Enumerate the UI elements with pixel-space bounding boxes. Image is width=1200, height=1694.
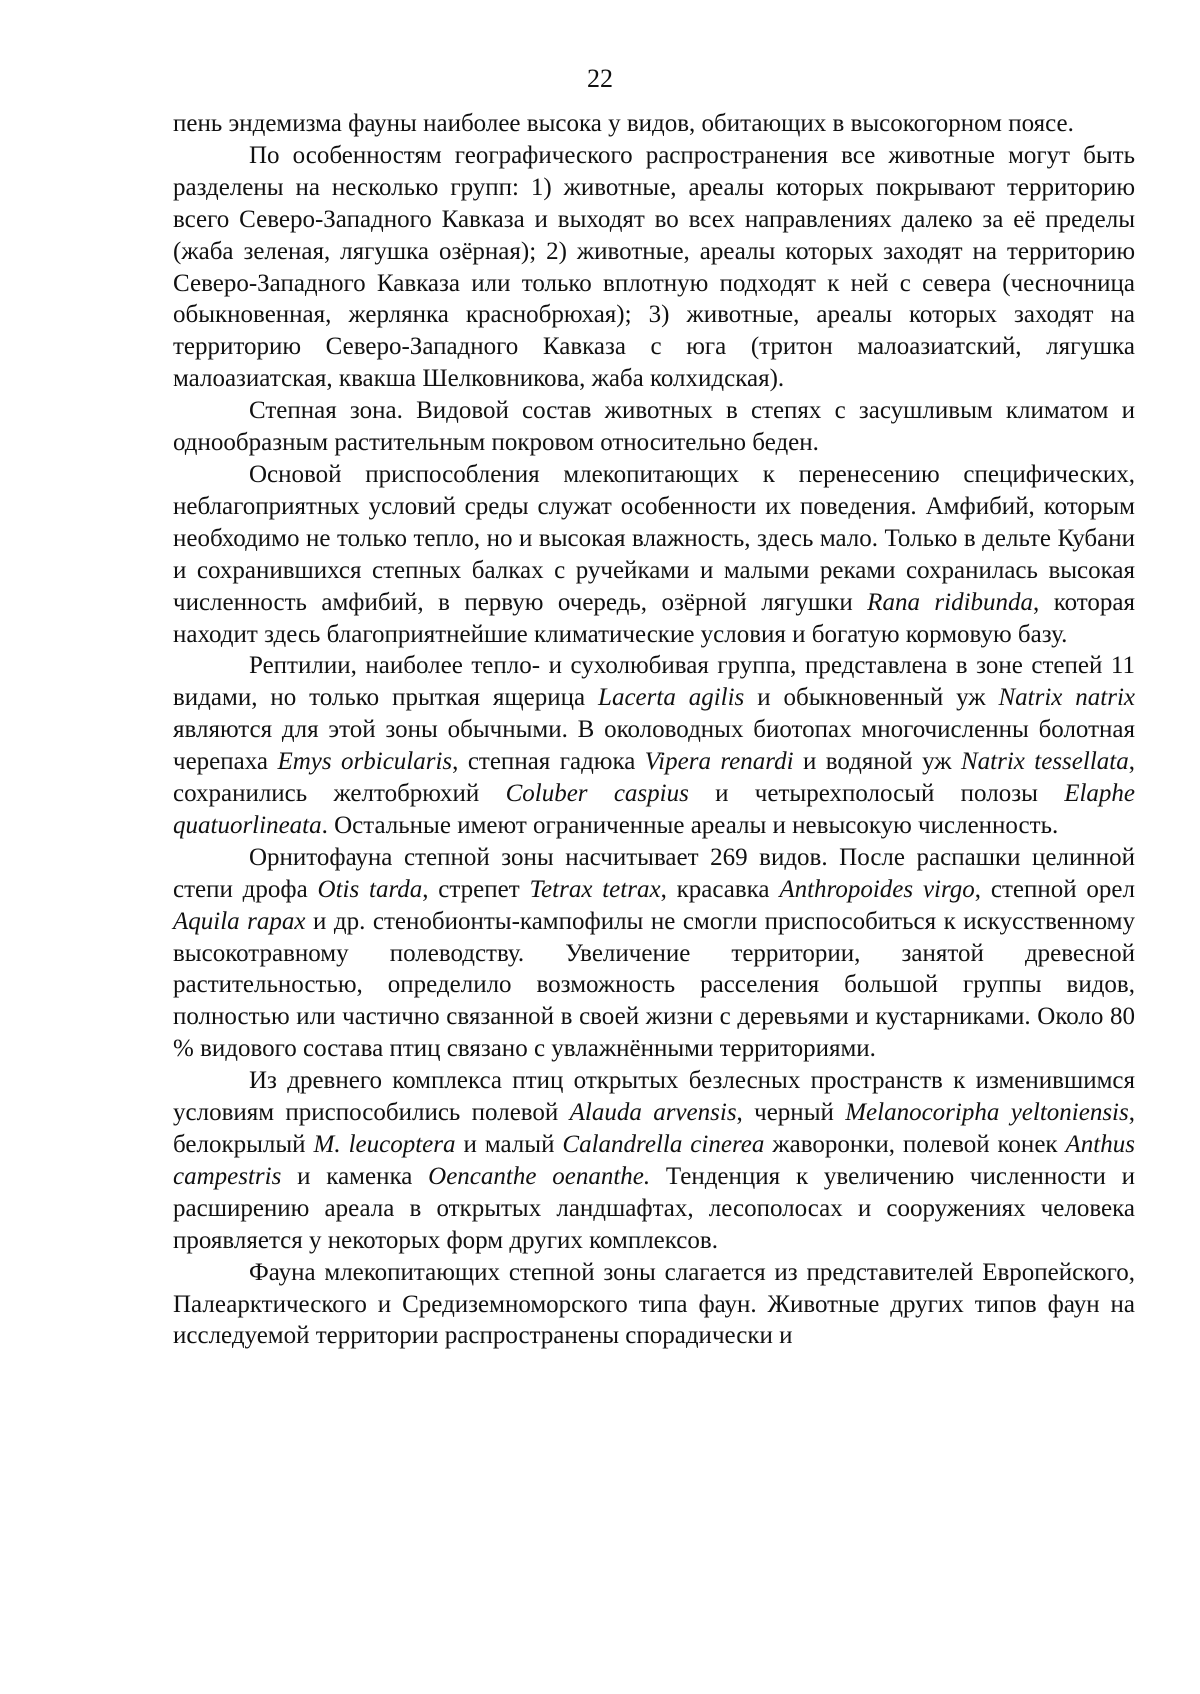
paragraph-reptiles xyxy=(173,650,1135,841)
text-run: Фауна млекопитающих степной зоны слагается из представителей Европейского, Палеарктического и Средиземноморского типа фаун. Животные других типов фаун на исследуемой территории распространены спорадически и xyxy=(173,1258,1135,1350)
text-body xyxy=(173,108,1135,1352)
species-name: Melanocoripha yeltoniensis xyxy=(845,1099,1129,1127)
species-name: Elaphe quatuorlineata xyxy=(173,780,1136,839)
text-run: , красавка xyxy=(660,875,780,903)
paragraph-open-space-birds xyxy=(173,1065,1135,1256)
species-name: Aquila rapax xyxy=(173,907,306,935)
text-run: и др. стенобионты-кампофилы не смогли приспособиться к искусственному высокотравному полеводству. Увеличение территории, занятой древесной растительностью, определило возможность расселения большой группы видов, полностью или частично связанной в своей жизни с деревьями и кустарниками. Около 80 % видового состава птиц связано с увлажнёнными территориями. xyxy=(173,907,1135,1063)
species-name: Coluber caspius xyxy=(505,780,689,808)
species-name: M. leucoptera xyxy=(313,1131,456,1158)
paragraph-avifauna xyxy=(173,842,1135,1065)
species-name: Natrix natrix xyxy=(998,684,1135,712)
species-name: Otis tarda xyxy=(317,875,423,903)
text-run: , которая находит здесь благоприятнейшие климатические условия и богатую кормовую базу. xyxy=(173,588,1135,648)
species-name: Natrix tessellata xyxy=(960,748,1129,776)
text-run: , степная гадюка xyxy=(452,748,645,776)
text-run: являются для этой зоны обычными. В околоводных биотопах многочисленны болотная черепаха xyxy=(173,716,1135,776)
text-run: Тенденция к увеличению численности и расширению ареала в открытых ландшафтах, лесополосах и сооружениях человека проявляется у некоторых форм других комплексов. xyxy=(173,1162,1136,1254)
paragraph-steppe-zone xyxy=(173,395,1135,459)
text-run: Орнитофауна степной зоны насчитывает 269 видов. После распашки целинной степи дрофа xyxy=(173,843,1135,903)
text-run: и обыкновенный уж xyxy=(744,684,999,712)
text-run: Степная зона. Видовой состав животных в степях с засушливым климатом и однообразным растительным покровом относительно беден. xyxy=(173,397,1135,457)
species-name: Rana ridibunda xyxy=(867,588,1034,616)
species-name: Oencanthe oenanthe. xyxy=(428,1162,651,1190)
species-name: Anthropoides virgo xyxy=(779,875,975,903)
species-name: Calandrella cinerea xyxy=(562,1131,765,1158)
species-name: Lacerta agilis xyxy=(598,684,745,712)
paragraph-mammal-fauna xyxy=(173,1257,1135,1353)
text-run: жаворонки, полевой конек xyxy=(764,1131,1066,1158)
species-name: Tetrax tetrax xyxy=(529,875,661,903)
text-run: , белокрылый xyxy=(173,1099,1135,1158)
text-run: , сохранились желтобрюхий xyxy=(173,748,1135,808)
text-run: и четырехполосый полозы xyxy=(688,780,1065,808)
text-run: , степной орел xyxy=(974,875,1135,903)
text-run: По особенностям географического распространения все животные могут быть разделены на несколько групп: 1) животные, ареалы которых покрывают территорию всего Северо-Западного Кавказа и выходят во всех направлениях далеко за её пределы (жаба зеленая, лягушка озёрная); 2) животные, ареалы которых заходят на территорию Северо-Западного Кавказа или только вплотную подходят к ней с севера (чесночница обыкновенная, жерлянка краснобрюхая); 3) животные, ареалы которых заходят на территорию Северо-Западного Кавказа с юга (тритон малоазиатский, лягушка малоазиатская, квакша Шелковникова, жаба колхидская). xyxy=(173,141,1135,393)
species-name: Vipera renardi xyxy=(644,748,794,776)
text-run: Рептилии, наиболее тепло- и сухолюбивая группа, представлена в зоне степей 11 видами, но только прыткая ящерица xyxy=(173,652,1135,712)
text-run: Основой приспособления млекопитающих к перенесению специфических, неблагоприятных условий среды служат особенности их поведения. Амфибий, которым необходимо не только тепло, но и высокая влажность, здесь мало. Только в дельте Кубани и сохранившихся степных балках с ручейками и малыми реками сохранилась высокая численность амфибий, в первую очередь, озёрной лягушки xyxy=(173,460,1135,616)
species-name: Emys orbicularis xyxy=(277,748,453,776)
text-run: и каменка xyxy=(281,1162,429,1190)
text-run: и малый xyxy=(455,1131,563,1158)
text-run: и водяной уж xyxy=(793,748,961,776)
text-run: , черный xyxy=(736,1099,846,1127)
text-run: . Остальные имеют ограниченные ареалы и невысокую численность. xyxy=(321,811,1059,839)
species-name: Anthus campestris xyxy=(173,1131,1135,1190)
paragraph-mammal-adaptation xyxy=(173,459,1135,650)
species-name: Alauda arvensis xyxy=(569,1099,737,1127)
text-run: пень эндемизма фауны наиболее высока у видов, обитающих в высокогорном поясе. xyxy=(173,110,1074,137)
text-run: , стрепет xyxy=(422,875,530,903)
text-run: Из древнего комплекса птиц открытых безлесных пространств к изменившимся условиям приспособились полевой xyxy=(173,1067,1135,1127)
paragraph-distribution-groups xyxy=(173,140,1135,395)
paragraph-continuation xyxy=(173,108,1135,140)
page-number: 22 xyxy=(587,64,613,93)
